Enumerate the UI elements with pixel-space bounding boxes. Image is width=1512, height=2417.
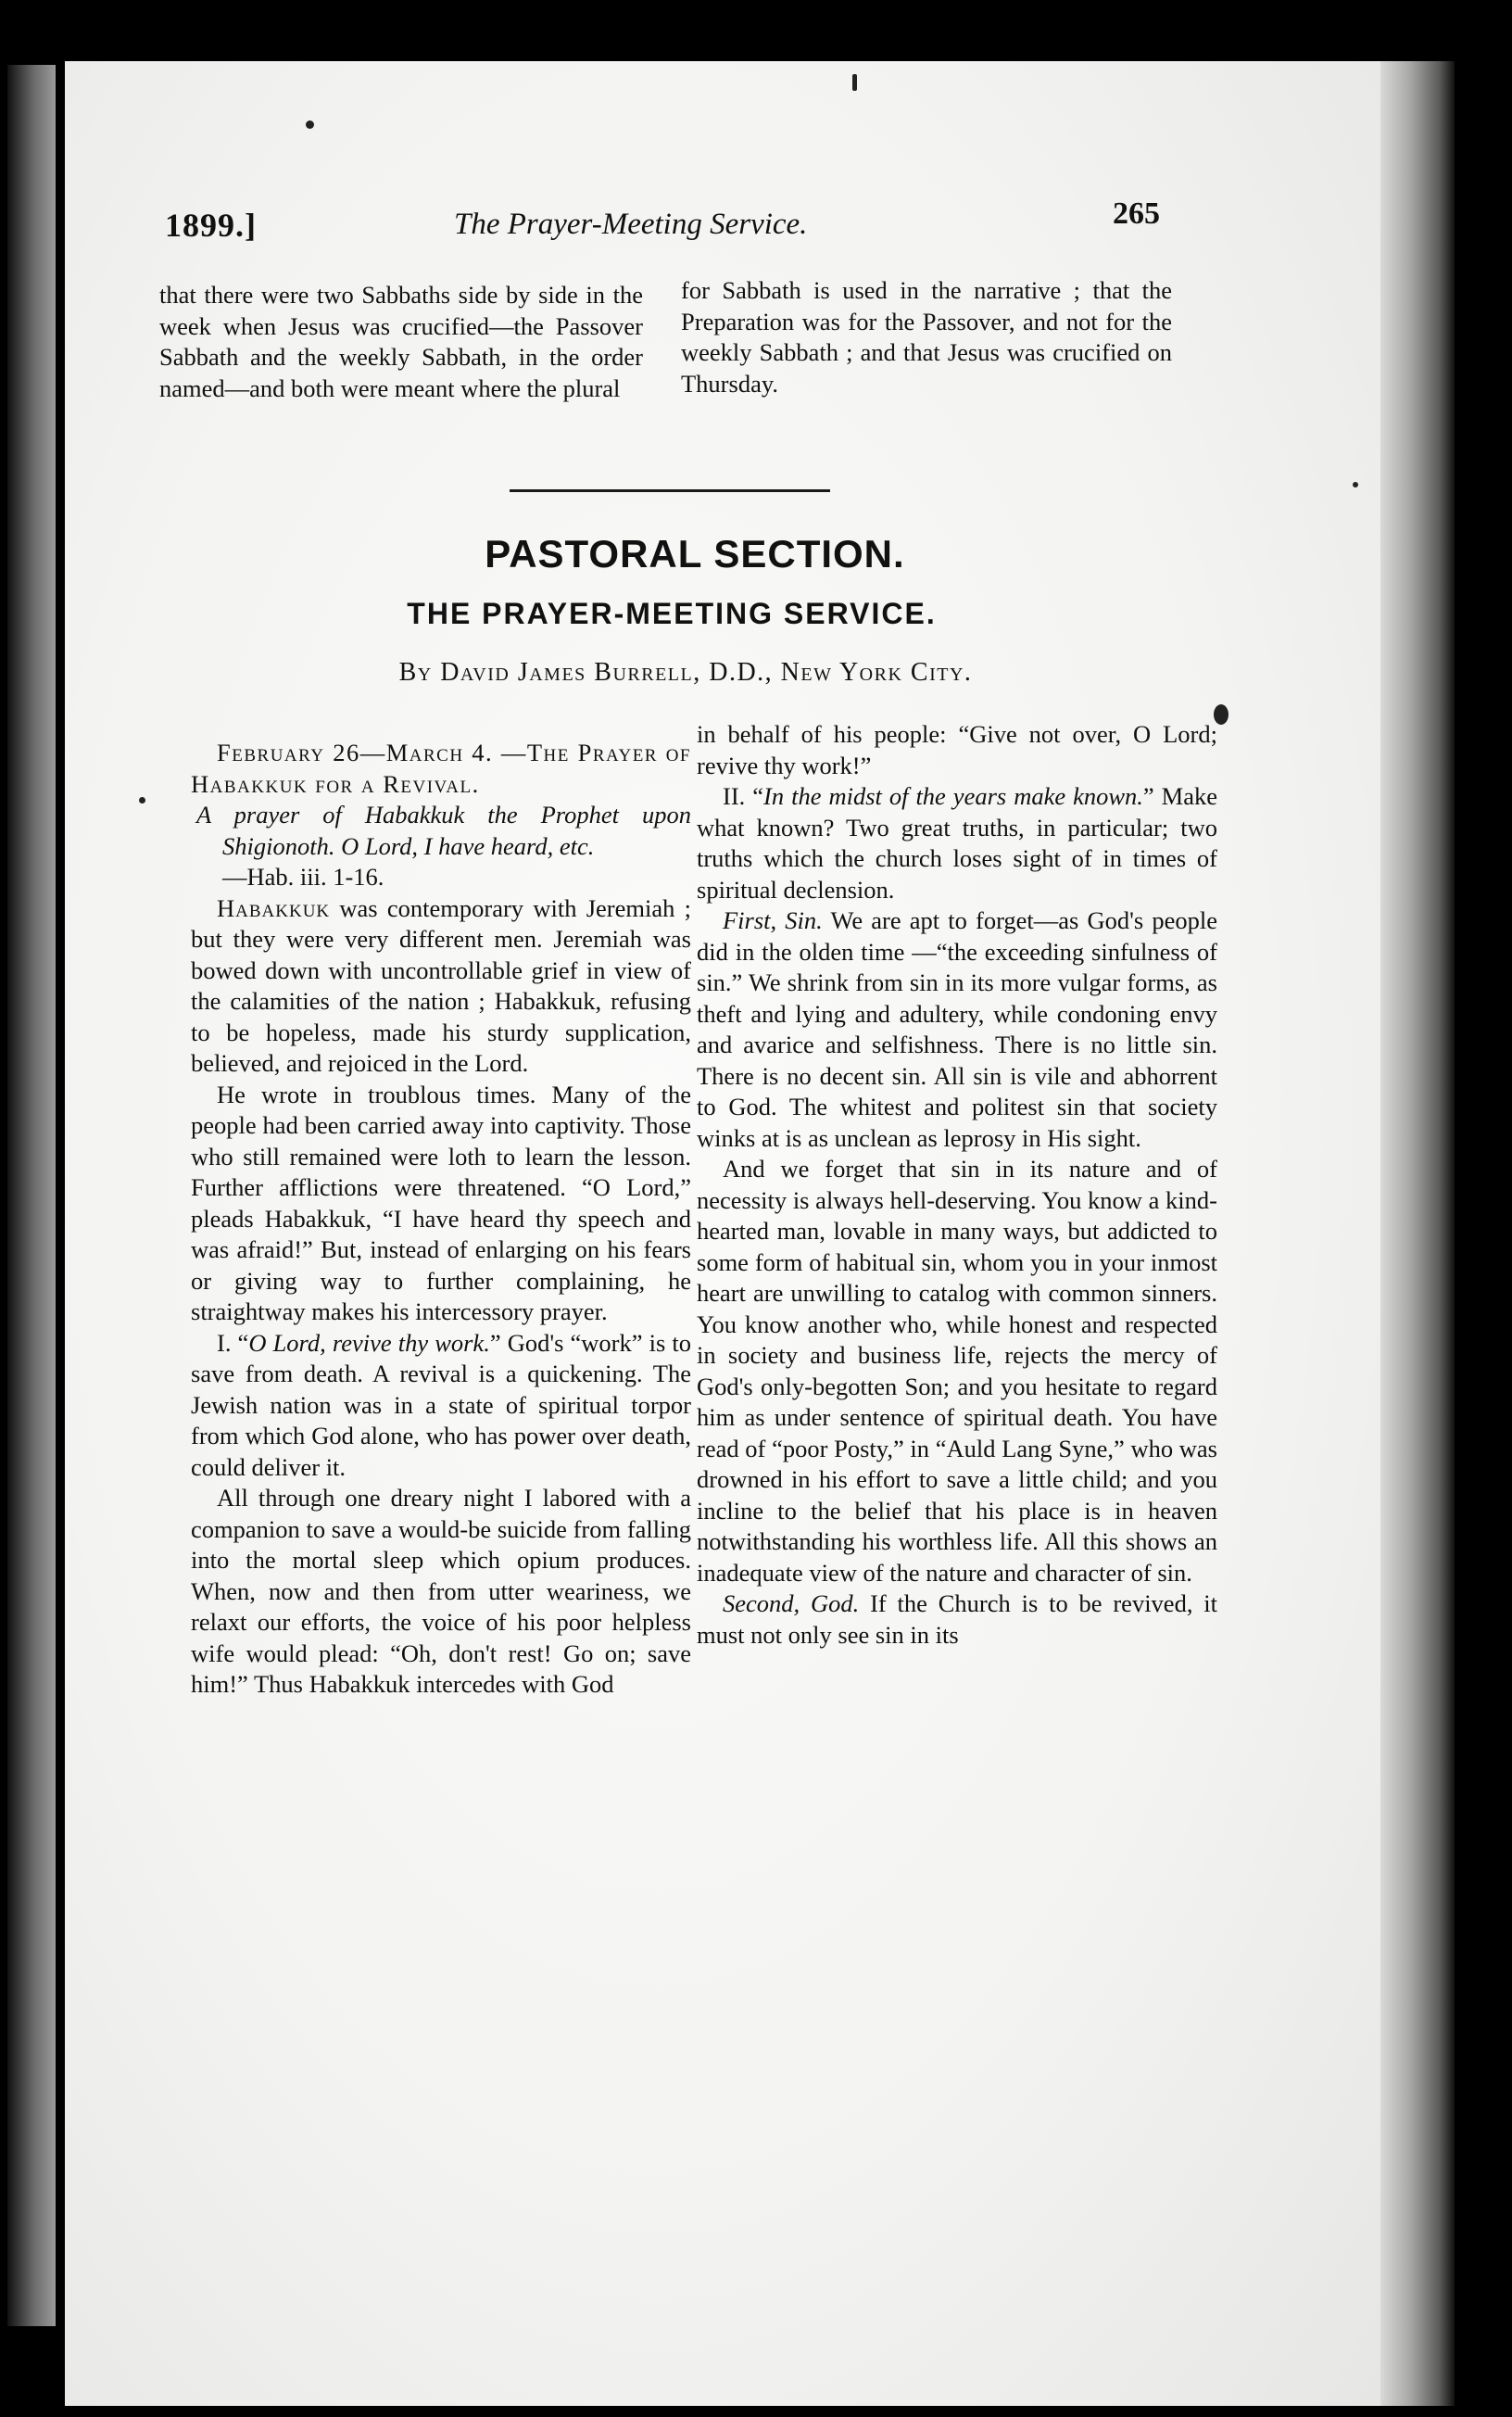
paragraph xyxy=(697,1588,1217,1651)
ink-speck xyxy=(1353,482,1358,487)
paragraph-text: ” Make what known? Two great truths, in particular; two truths which the church loses sight of in times of spiritual declension. xyxy=(697,782,1217,904)
italic-lead: Second, God. xyxy=(723,1589,860,1617)
article-right-column xyxy=(697,719,1217,1651)
paragraph xyxy=(191,1328,691,1484)
italic-lead: First, Sin. xyxy=(723,906,823,934)
paragraph-text: If the Church is to be revived, it must not only see sin in its xyxy=(697,1589,1217,1649)
paragraph-text: was contemporary with Jeremiah ; but they were very different men. Jeremiah was bowed down with uncontrollable grief in view of the calamities of the nation ; Habakkuk, refusing to be hopeless, made his sturdy supplication, believed, and rejoiced in the Lord. xyxy=(191,893,691,1077)
scripture-verse: A prayer of Habakkuk the Prophet upon Shigionoth. O Lord, I have heard, etc. xyxy=(196,801,691,860)
continuation-right-column: for Sabbath is used in the narrative ; that the Preparation was for the Passover, and not for the weekly Sabbath ; and that Jesus was crucified on Thursday. xyxy=(681,276,1172,398)
lead-word: Habakkuk xyxy=(217,893,331,922)
italic-quote: In the midst of the years make known. xyxy=(763,782,1143,810)
ink-speck xyxy=(139,797,145,804)
paragraph xyxy=(697,781,1217,905)
scripture-reference: —Hab. iii. 1-16. xyxy=(222,863,384,891)
paragraph: He wrote in troublous times. Many of the people had been carried away into captivity. Those who still remained were loth to learn the lesson. Further afflictions were threatened. “O Lord,” pleads Habakkuk, “I have heard thy speech and was afraid!” But, instead of enlarging on his fears or giving way to further complaining, he straightway makes his intercessory prayer. xyxy=(191,1080,691,1325)
section-divider xyxy=(510,489,830,492)
section-title: PASTORAL SECTION. xyxy=(485,532,905,576)
ink-speck xyxy=(306,120,314,129)
byline: By David James Burrell, D.D., New York City. xyxy=(398,658,973,687)
running-title: The Prayer-Meeting Service. xyxy=(454,208,808,241)
paragraph xyxy=(697,905,1217,1154)
article-title: THE PRAYER-MEETING SERVICE. xyxy=(407,597,937,630)
page-number: 265 xyxy=(1113,196,1160,231)
continuation-left-column: that there were two Sabbaths side by side in the week when Jesus was crucified—the Passover Sabbath and the weekly Sabbath, in the order named—and both were meant where the plural xyxy=(159,281,643,402)
paragraph: All through one dreary night I labored with a companion to save a would-be suicide from falling into the mortal sleep which opium produces. When, now and then from utter weariness, we relaxt our efforts, the voice of his poor helpless wife would plead: “Oh, don't rest! Go on; save him!” Thus Habakkuk intercedes with God xyxy=(191,1484,691,1698)
paragraph-text: ” God's “work” is to save from death. A revival is a quickening. The Jewish nation was in a state of spiritual torpor from which God alone, who has power over death, could deliver it. xyxy=(191,1328,692,1481)
numeral-lead: I. “ xyxy=(217,1328,249,1357)
paragraph: And we forget that sin in its nature and of necessity is always hell-deserving. You know a kind-hearted man, lovable in many ways, but addicted to some form of habitual sin, whom you in your inmost heart are unwilling to catalog with common sinners. You know another who, while honest and respected in society and business life, rejects the mercy of God's only-begotten Son; and you hesitate to regard him as under sentence of spiritual death. You have read of “poor Posty,” in “Auld Lang Syne,” who was drowned in his effort to save a little child; and you incline to the belief that his place is in heaven notwithstanding his worthless life. All this shows an inadequate view of the nature and character of sin. xyxy=(697,1155,1217,1587)
article-date-heading: February 26—March 4. —The Prayer of Habakkuk for a Revival. xyxy=(191,739,691,798)
paragraph-text: We are apt to forget—as God's people did in the olden time —“the exceeding sinfulness of sin.” We shrink from sin in its more vulgar forms, as theft and lying and adultery, while condoning envy and avarice and selfishness. There is no little sin. There is no decent sin. All sin is vile and abhorrent to God. The whitest and politest sin that society winks at is as unclean as leprosy in His sight. xyxy=(697,906,1217,1152)
italic-quote: O Lord, revive thy work. xyxy=(248,1328,490,1357)
page-year: 1899.] xyxy=(165,207,257,244)
scan-top-border xyxy=(0,0,1512,65)
numeral-lead: II. “ xyxy=(723,782,764,810)
paragraph: in behalf of his people: “Give not over, O Lord; revive thy work!” xyxy=(697,720,1217,779)
article-left-column xyxy=(191,738,691,1701)
running-head xyxy=(158,196,1167,252)
page-right-shadow xyxy=(1380,61,1455,2406)
paragraph xyxy=(191,893,691,1080)
ink-speck xyxy=(852,74,857,91)
facing-page-edge xyxy=(7,65,56,2326)
